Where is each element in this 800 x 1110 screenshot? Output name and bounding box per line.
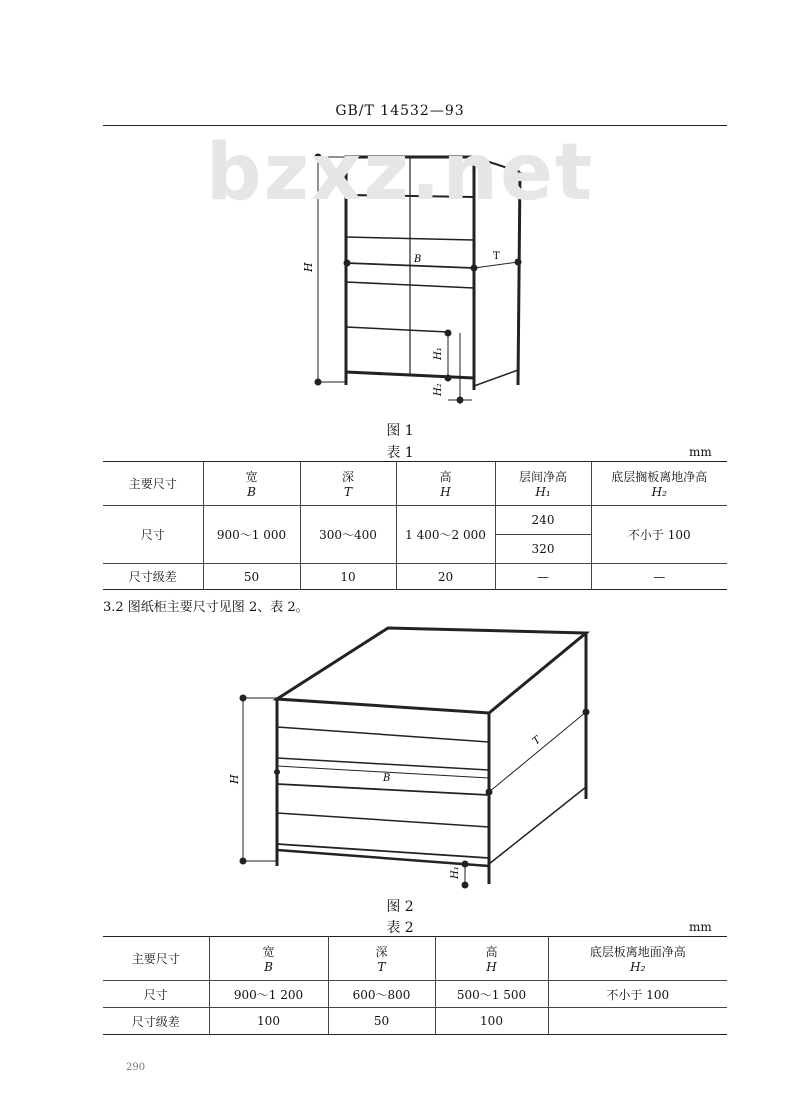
table-2-size-label: 尺寸 — [103, 981, 209, 1008]
table-1-header-depth: 深 T — [300, 462, 396, 506]
table-2-unit: mm — [689, 920, 712, 934]
table-2-header-label: 主要尺寸 — [131, 952, 180, 966]
table-2-size-bottom: 不小于 100 — [548, 981, 727, 1008]
fig2-label-h: H — [228, 774, 241, 784]
watermark-text: bzxz.net — [205, 128, 595, 218]
table-2 — [103, 936, 727, 1035]
table-2-grade-width: 100 — [209, 1008, 328, 1035]
table-1-grade-label: 尺寸级差 — [103, 564, 203, 590]
table-1-grade-layer: — — [495, 564, 591, 590]
table-1-grade-height: 20 — [396, 564, 495, 590]
fig1-label-h2: H₂ — [433, 383, 444, 396]
table-2-size-row — [103, 981, 727, 1008]
table-2-grade-bottom — [548, 1008, 727, 1035]
table-1-grade-width: 50 — [203, 564, 300, 590]
fig1-label-b: B — [414, 254, 422, 265]
table-2-caption: 表 2 — [386, 920, 414, 936]
table-2-grade-depth: 50 — [328, 1008, 435, 1035]
fig2-label-t: T — [530, 734, 544, 748]
table-1-size-height: 1 400～2 000 — [396, 506, 495, 564]
section-3-2-text: 3.2 图纸柜主要尺寸见图 2、表 2。 — [103, 600, 309, 615]
fig1-label-t: T — [493, 251, 500, 262]
figure-2-caption: 图 2 — [386, 899, 414, 915]
table-2-grade-height: 100 — [435, 1008, 548, 1035]
table-1-size-depth: 300～400 — [300, 506, 396, 564]
fig1-label-h1: H₁ — [433, 347, 444, 360]
table-1-size-layer-b: 320 — [495, 535, 591, 564]
table-1-grade-depth: 10 — [300, 564, 396, 590]
table-1-size-label: 尺寸 — [103, 506, 203, 564]
page-number: 290 — [126, 1062, 146, 1073]
table-2-header-height: 高 H — [435, 937, 548, 981]
table-1-size-layer-a: 240 — [495, 506, 591, 535]
table-2-header-row — [103, 937, 727, 981]
table-1-header-height: 高 H — [396, 462, 495, 506]
table-1-header-label: 主要尺寸 — [128, 477, 177, 491]
table-2-header-width: 宽 B — [209, 937, 328, 981]
table-2-grade-label: 尺寸级差 — [103, 1008, 209, 1035]
table-1-header-bottom: 底层搁板离地净高 H₂ — [591, 462, 727, 506]
figure-1-caption: 图 1 — [386, 423, 414, 439]
standard-number: GB/T 14532—93 — [335, 103, 465, 119]
table-2-size-depth: 600～800 — [328, 981, 435, 1008]
table-2-grade-row — [103, 1008, 727, 1035]
fig1-label-h: H — [302, 262, 315, 272]
table-1-caption: 表 1 — [386, 445, 414, 461]
table-2-size-height: 500～1 500 — [435, 981, 548, 1008]
fig2-label-h1: H₁ — [450, 866, 461, 879]
table-2-header-bottom: 底层板离地面净高 H₂ — [548, 937, 727, 981]
table-2-header-depth: 深 T — [328, 937, 435, 981]
table-1-header-width: 宽 B — [203, 462, 300, 506]
fig2-label-b: B — [383, 773, 391, 784]
table-1-size-width: 900～1 000 — [203, 506, 300, 564]
table-1-size-bottom: 不小于 100 — [591, 506, 727, 564]
table-1-header-layer: 层间净高 H₁ — [495, 462, 591, 506]
table-1-unit: mm — [689, 445, 712, 459]
table-1-grade-bottom: — — [591, 564, 727, 590]
table-2-size-width: 900～1 200 — [209, 981, 328, 1008]
